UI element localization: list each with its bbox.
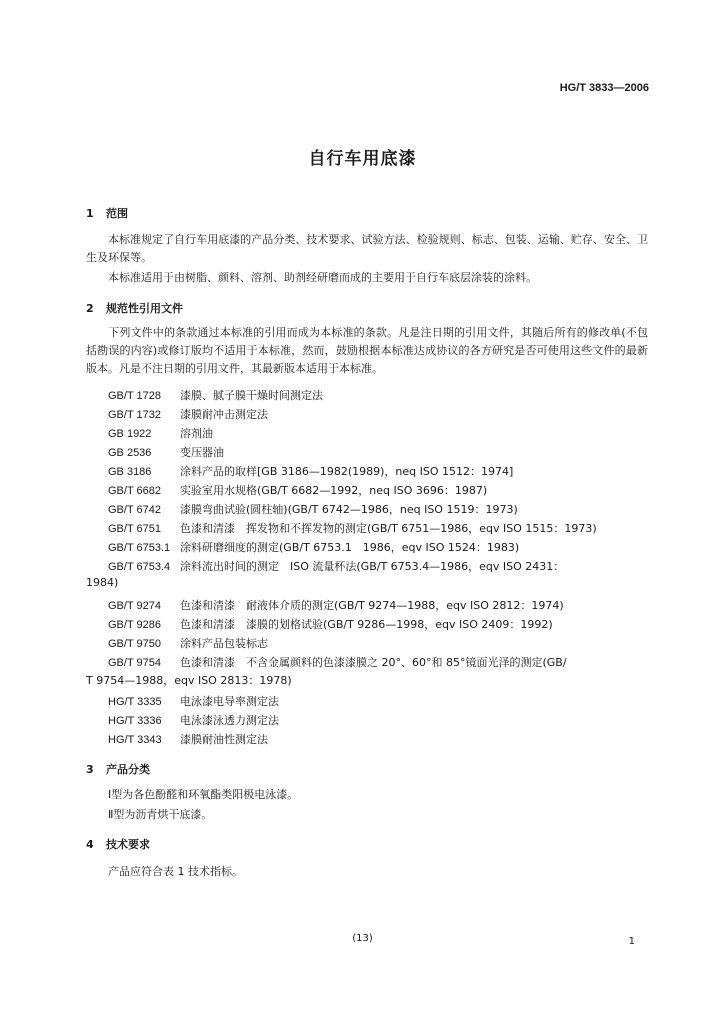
corner-mark: 1 — [628, 936, 635, 947]
reference-item: GB/T 1728 漆膜、腻子膜干燥时间测定法 — [108, 389, 323, 402]
reference-item: GB/T 6753.1 涂料研磨细度的测定(GB/T 6753.1 1986，eqv ISO 1524：1983) — [108, 541, 520, 554]
reference-item: GB/T 6682 实验室用水规格(GB/T 6682—1992，neq ISO 3696：1987) — [108, 484, 488, 497]
reference-continuation: T 9754—1988，eqv ISO 2813：1978) — [86, 674, 292, 687]
reference-item: GB 2536 变压器油 — [108, 446, 224, 459]
section-1-heading — [86, 205, 128, 221]
reference-item: GB 3186 涂料产品的取样[GB 3186—1982(1989)，neq ISO 1512：1974] — [108, 465, 514, 478]
reference-item: HG/T 3336 电泳漆泳透力测定法 — [108, 714, 279, 727]
section-title: 规范性引用文件 — [106, 302, 183, 315]
scope-paragraph-2: 本标准适用于由树脂、颜料、溶剂、助剂经研磨而成的主要用于自行车底层涂装的涂料。 — [108, 271, 537, 284]
reference-item: GB/T 9286 色漆和清漆 漆膜的划格试验(GB/T 9286—1998，eqv ISO 2409：1992) — [108, 618, 553, 631]
refs-intro: 下列文件中的条款通过本标准的引用而成为本标准的条款。凡是注日期的引用文件，其随后所有的修改单(不包括勘误的内容)或修订版均不适用于本标准，然而，鼓励根据本标准达成协议的各方研究是否可使用这些文件的最新版本。凡是不注日期的引用文件，其最新版本适用于本标准。 — [86, 326, 648, 375]
standard-number: HG/T 3833—2006 — [559, 82, 649, 94]
section-2-heading — [86, 300, 183, 316]
section-title: 产品分类 — [106, 763, 150, 776]
scope-paragraph-1: 本标准规定了自行车用底漆的产品分类、技术要求、试验方法、检验规则、标志、包装、运输、贮存、安全、卫生及环保等。 — [86, 233, 648, 264]
section-number: 2 — [86, 302, 94, 315]
section-4-heading — [86, 836, 150, 852]
section-title: 技术要求 — [106, 838, 150, 851]
reference-item: GB 1922 溶剂油 — [108, 427, 213, 440]
reference-item: GB/T 9750 涂料产品包装标志 — [108, 637, 268, 650]
section-title: 范围 — [106, 207, 128, 220]
section-number: 1 — [86, 207, 94, 220]
reference-item: GB/T 6742 漆膜弯曲试验(圆柱轴)(GB/T 6742—1986，neq ISO 1519：1973) — [108, 503, 518, 516]
page-title: 自行车用底漆 — [308, 149, 417, 169]
section-3-heading — [86, 761, 150, 777]
reference-item: GB/T 6751 色漆和清漆 挥发物和不挥发物的测定(GB/T 6751—1986，eqv ISO 1515：1973) — [108, 522, 597, 535]
section-number: 3 — [86, 763, 94, 776]
classification-line: Ⅱ型为沥青烘干底漆。 — [108, 808, 213, 821]
classification-line: Ⅰ型为各色酚醛和环氧酯类阳极电泳漆。 — [108, 788, 299, 801]
reference-continuation: 1984) — [86, 576, 119, 589]
reference-item: HG/T 3343 漆膜耐油性测定法 — [108, 733, 268, 746]
reference-item: GB/T 1732 漆膜耐冲击测定法 — [108, 408, 268, 421]
reference-item: GB/T 9274 色漆和清漆 耐液体介质的测定(GB/T 9274—1988，eqv ISO 2812：1974) — [108, 599, 564, 612]
page-number: (13) — [352, 933, 373, 944]
reference-item: HG/T 3335 电泳漆电导率测定法 — [108, 695, 279, 708]
section-number: 4 — [86, 838, 94, 851]
reference-item: GB/T 6753.4 涂料流出时间的测定 ISO 流量杯法(GB/T 6753.4—1986，eqv ISO 2431： — [108, 560, 565, 573]
reference-item: GB/T 9754 色漆和清漆 不含金属颜料的色漆漆膜之 20°、60°和 85°镜面光泽的测定(GB/ — [108, 656, 567, 669]
requirements-line: 产品应符合表 1 技术指标。 — [108, 865, 243, 878]
